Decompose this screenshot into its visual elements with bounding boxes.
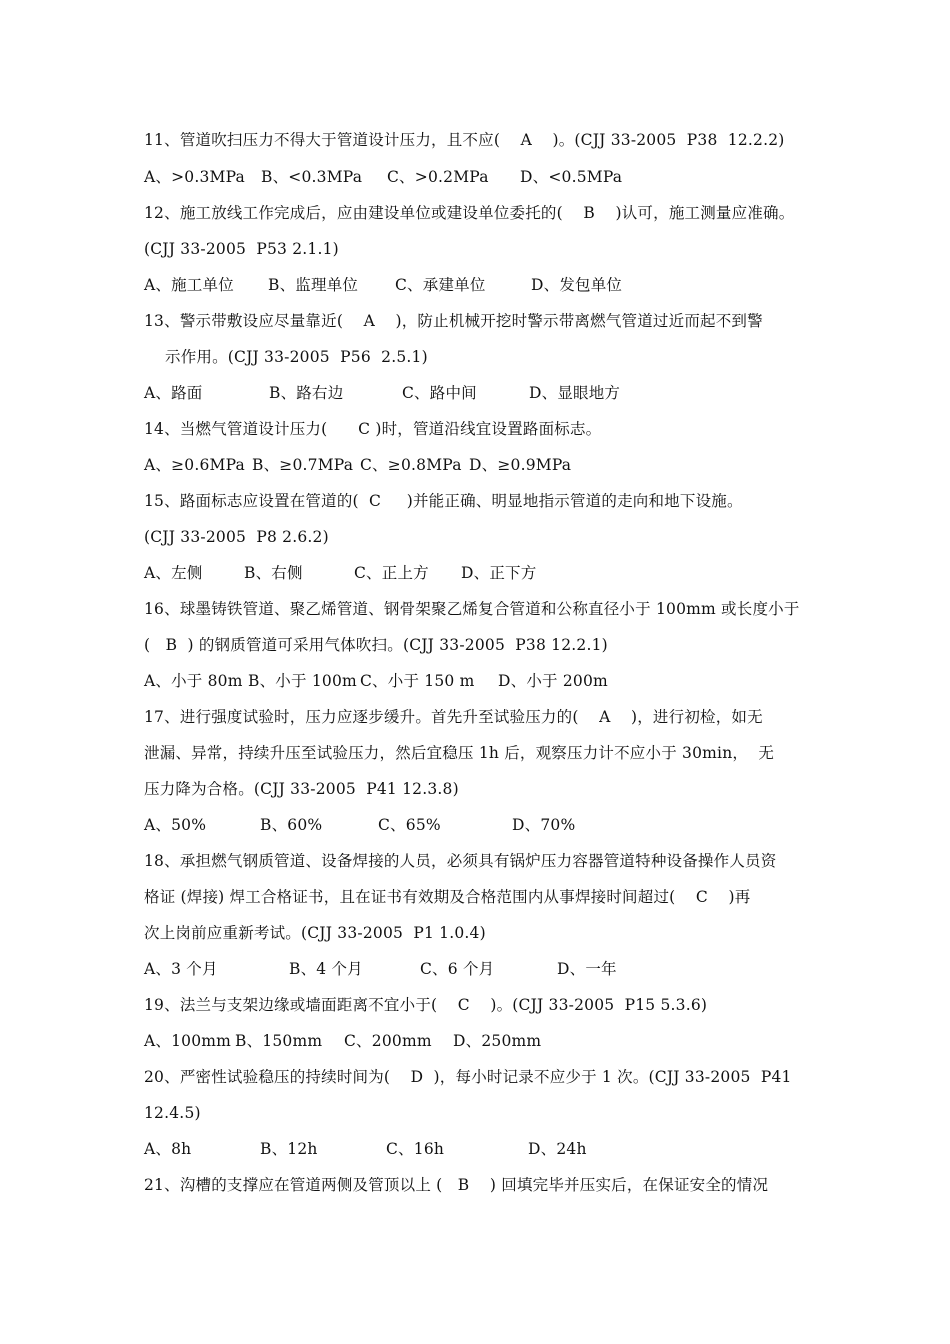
option-a: A、>0.3MPa — [144, 168, 245, 186]
option-a: A、50% — [144, 816, 207, 834]
question-11-options — [144, 165, 834, 189]
option-c: C、16h — [386, 1140, 445, 1158]
question-12-text-cont: (CJJ 33-2005 P53 2.1.1) — [144, 240, 339, 258]
option-c: C、6 个月 — [420, 960, 495, 978]
option-b: B、<0.3MPa — [261, 168, 363, 186]
question-13-options — [144, 381, 834, 405]
question-15-options — [144, 561, 834, 585]
question-17-text-cont-1: 泄漏、异常，持续升压至试验压力，然后宜稳压 1h 后，观察压力计不应小于 30min， 无 — [144, 744, 775, 762]
option-d: D、24h — [528, 1140, 587, 1158]
option-c: C、小于 150 m — [360, 672, 475, 690]
option-a: A、小于 80m — [144, 672, 243, 690]
question-18-text-cont-2: 次上岗前应重新考试。(CJJ 33-2005 P1 1.0.4) — [144, 924, 486, 942]
option-b: B、150mm — [235, 1032, 323, 1050]
option-a: A、100mm — [144, 1032, 232, 1050]
question-16-text: 16、球墨铸铁管道、聚乙烯管道、钢骨架聚乙烯复合管道和公称直径小于 100mm 或长度小于 — [144, 600, 800, 618]
option-a: A、8h — [144, 1140, 192, 1158]
option-c: C、200mm — [344, 1032, 432, 1050]
option-c: C、路中间 — [402, 384, 477, 402]
question-18-text-cont-1: 格证 (焊接) 焊工合格证书，且在证书有效期及合格范围内从事焊接时间超过( C )再 — [144, 888, 751, 906]
question-20-options — [144, 1137, 834, 1161]
question-17-options — [144, 813, 834, 837]
question-18-options — [144, 957, 834, 981]
option-d: D、≥0.9MPa — [469, 456, 572, 474]
option-c: C、承建单位 — [395, 276, 486, 294]
option-d: D、一年 — [557, 960, 617, 978]
option-c: C、≥0.8MPa — [360, 456, 462, 474]
option-d: D、显眼地方 — [529, 384, 621, 402]
option-c: C、>0.2MPa — [387, 168, 489, 186]
option-d: D、250mm — [453, 1032, 542, 1050]
question-17-text: 17、进行强度试验时，压力应逐步缓升。首先升至试验压力的( A )，进行初检，如无 — [144, 708, 763, 726]
question-18-text: 18、承担燃气钢质管道、设备焊接的人员，必须具有锅炉压力容器管道特种设备操作人员资 — [144, 852, 777, 870]
option-a: A、3 个月 — [144, 960, 218, 978]
question-12-options — [144, 273, 834, 297]
question-20-text: 20、严密性试验稳压的持续时间为( D )，每小时记录不应少于 1 次。(CJJ 33-2005 P41 — [144, 1068, 792, 1086]
option-a: A、左侧 — [144, 564, 203, 582]
question-21-text: 21、沟槽的支撑应在管道两侧及管顶以上 ( B ) 回填完毕并压实后，在保证安全的情况 — [144, 1176, 769, 1194]
question-15-text: 15、路面标志应设置在管道的( C )并能正确、明显地指示管道的走向和地下设施。 — [144, 492, 743, 510]
option-b: B、右侧 — [244, 564, 303, 582]
question-16-options — [144, 669, 834, 693]
question-16-text-cont: ( B ) 的钢质管道可采用气体吹扫。(CJJ 33-2005 P38 12.2.1) — [144, 636, 608, 654]
option-d: D、正下方 — [461, 564, 537, 582]
option-b: B、60% — [260, 816, 323, 834]
option-c: C、65% — [378, 816, 441, 834]
question-13-text: 13、警示带敷设应尽量靠近( A )，防止机械开挖时警示带离燃气管道过近而起不到警 — [144, 312, 763, 330]
option-b: B、4 个月 — [289, 960, 363, 978]
option-b: B、监理单位 — [268, 276, 359, 294]
question-19-options — [144, 1029, 834, 1053]
option-d: D、70% — [512, 816, 576, 834]
question-20-text-cont: 12.4.5) — [144, 1104, 201, 1122]
option-a: A、≥0.6MPa — [144, 456, 245, 474]
option-c: C、正上方 — [354, 564, 429, 582]
question-13-text-cont: 示作用。(CJJ 33-2005 P56 2.5.1) — [165, 348, 428, 366]
option-d: D、小于 200m — [498, 672, 608, 690]
option-b: B、路右边 — [269, 384, 344, 402]
question-14-options — [144, 453, 834, 477]
option-b: B、≥0.7MPa — [252, 456, 354, 474]
option-a: A、路面 — [144, 384, 203, 402]
option-d: D、发包单位 — [531, 276, 623, 294]
option-b: B、小于 100m — [248, 672, 357, 690]
option-d: D、<0.5MPa — [520, 168, 623, 186]
question-19-text: 19、法兰与支架边缘或墙面距离不宜小于( C )。(CJJ 33-2005 P15 5.3.6) — [144, 996, 708, 1014]
question-11-text: 11、管道吹扫压力不得大于管道设计压力，且不应( A )。(CJJ 33-2005 P38 12.2.2) — [144, 131, 785, 149]
option-a: A、施工单位 — [144, 276, 234, 294]
option-b: B、12h — [260, 1140, 318, 1158]
question-15-text-cont: (CJJ 33-2005 P8 2.6.2) — [144, 528, 329, 546]
question-17-text-cont-2: 压力降为合格。(CJJ 33-2005 P41 12.3.8) — [144, 780, 459, 798]
question-14-text: 14、当燃气管道设计压力( C )时，管道沿线宜设置路面标志。 — [144, 420, 602, 438]
question-12-text: 12、施工放线工作完成后，应由建设单位或建设单位委托的( B )认可，施工测量应准确。 — [144, 204, 795, 222]
